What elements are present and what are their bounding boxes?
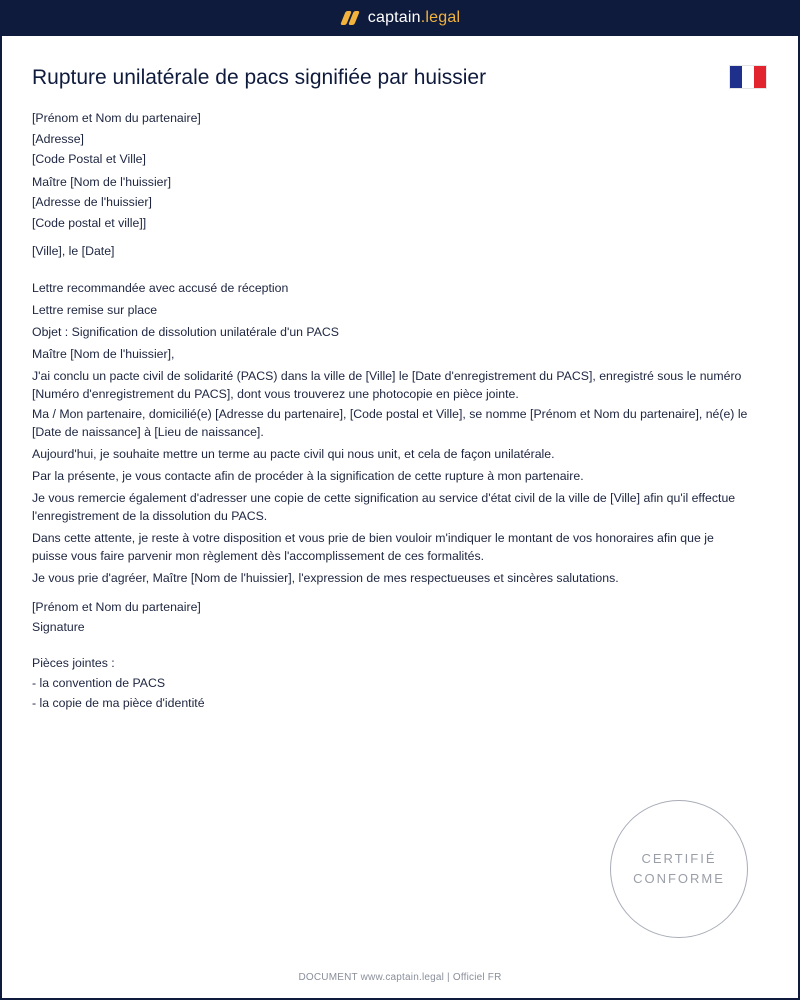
body-paragraph: Ma / Mon partenaire, domicilié(e) [Adresse du partenaire], [Code postal et Ville], se nomme [Prénom et Nom du partenaire], né(e) le [Date de naissance] à [Lieu de naissance]. — [32, 407, 748, 439]
body-paragraph: Aujourd'hui, je souhaite mettre un terme au pacte civil qui nous unit, et cela de façon unilatérale. — [32, 447, 555, 461]
recipient-line: [Adresse de l'huissier] — [32, 195, 152, 209]
subject-line: Objet : Signification de dissolution unilatérale d'un PACS — [32, 325, 339, 339]
certified-stamp — [610, 800, 748, 938]
top-bar — [0, 0, 800, 36]
body-paragraph: Dans cette attente, je reste à votre disposition et vous prie de bien vouloir m'indiquer le montant de vos honoraires afin que je puisse vous faire parvenir mon règlement dès l'accomplissement de ces formalités. — [32, 531, 714, 563]
sender-line: [Prénom et Nom du partenaire] — [32, 111, 201, 125]
body-paragraph: Je vous remercie également d'adresser une copie de cette signification au service d'état civil de la ville de [Ville] afin qu'il effectue l'enregistrement de la dissolution du PACS. — [32, 491, 736, 523]
delivery-block — [32, 277, 752, 365]
sender-block — [32, 108, 752, 233]
date-line: [Ville], le [Date] — [32, 244, 115, 258]
delivery-line: Lettre recommandée avec accusé de réception — [32, 281, 289, 295]
stamp-line: CONFORME — [633, 871, 725, 886]
signature-label: Signature — [32, 620, 85, 634]
attachment-item: - la copie de ma pièce d'identité — [32, 696, 205, 710]
page-footer: DOCUMENT www.captain.legal | Officiel FR — [298, 972, 502, 983]
salutation-line: Maître [Nom de l'huissier], — [32, 347, 175, 361]
attachment-item: - la convention de PACS — [32, 676, 166, 690]
brand-logo[interactable] — [340, 9, 460, 27]
recipient-line: [Code postal et ville]] — [32, 215, 147, 230]
document-title: Rupture unilatérale de pacs signifiée par huissier — [32, 66, 487, 89]
letter-body — [32, 108, 752, 713]
signature-block — [32, 597, 752, 637]
body-paragraph: J'ai conclu un pacte civil de solidarité (PACS) dans la ville de [Ville] le [Date d'enregistrement du PACS], enregistré sous le numéro [Numéro d'enregistrement du PACS], dont vous trouverez une photocopie en pièce jointe. — [32, 369, 742, 401]
recipient-line: Maître [Nom de l'huissier] — [32, 174, 172, 189]
body-paragraph: Par la présente, je vous contacte afin de procéder à la signification de cette rupture à mon partenaire. — [32, 469, 584, 483]
stamp-line: CERTIFIÉ — [641, 851, 717, 866]
captain-legal-logo-icon — [340, 10, 360, 26]
attachments-block — [32, 653, 752, 713]
closing-paragraph: Je vous prie d'agréer, Maître [Nom de l'huissier], l'expression de mes respectueuses et sincères salutations. — [32, 571, 619, 585]
brand-name: captain.legal — [367, 9, 461, 26]
france-flag-icon — [729, 65, 767, 89]
body-paragraphs — [32, 367, 752, 587]
signature-name: [Prénom et Nom du partenaire] — [32, 600, 201, 614]
sender-line: [Code Postal et Ville] — [32, 152, 146, 166]
attachments-heading: Pièces jointes : — [32, 656, 115, 670]
sender-line: [Adresse] — [32, 131, 84, 146]
delivery-line: Lettre remise sur place — [32, 303, 158, 317]
